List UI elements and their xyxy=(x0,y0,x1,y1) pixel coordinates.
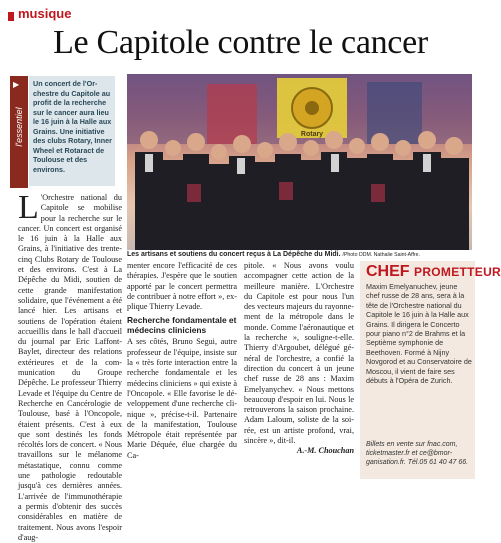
essentiel-label: l'essentiel xyxy=(14,107,24,147)
caption-credit: /Photo DDM. Nathalie Saint-Affre. xyxy=(342,252,420,258)
sidebar-title-2: PROMETTEUR xyxy=(414,265,501,279)
caption-text: Les artisans et soutiens du concert reçus à La Dépêche du Midi. xyxy=(127,251,341,258)
rubric-bar xyxy=(8,12,14,21)
sidebar-title xyxy=(366,263,501,281)
essentiel-tab xyxy=(10,76,28,188)
article-column-1 xyxy=(18,189,122,542)
lead-summary: Un concert de l'Orchestre du Capitole au profit de la recherche sur le cancer aura lieu le 16 juin à la Halle aux Grains. Une initiative des clubs Rotary, Inner Wheel et Rotaract de Toulouse et des environs. xyxy=(29,76,115,186)
section-subhead: Recherche fondamentale et médecins cliniciens xyxy=(127,315,237,336)
sidebar-title-1: CHEF xyxy=(366,263,410,280)
rubric-label: musique xyxy=(18,6,72,21)
sidebar-text: Maxim Emelyanuchev, jeune chef russe de 28 ans, sera à la tête de l'Orchestre national du Capitole le 16 juin à la Halle aux Grains. Il dirigera le Concerto pour piano n°2 de Brahms et la Septième symphonie de Beethoven. Formé à Nijny Novgorod et au Conservatoire de Moscou, il vient de faire ses débuts à l'Opéra de Zurich. xyxy=(366,282,472,386)
chevron-right-icon: ▶ xyxy=(13,80,20,89)
drop-cap: L xyxy=(18,189,39,226)
people-group xyxy=(135,131,469,250)
photo-banner-text: Rotary xyxy=(300,131,324,138)
rubric-musique xyxy=(8,6,128,21)
headline: Le Capitole contre le cancer xyxy=(53,24,428,61)
press-photo xyxy=(127,74,472,250)
col3-paragraph-1: pitole. « Nous avons voulu accompagner cette action de la meilleure manière. L'Orchestre du Capitole est pour nous l'un des vecteurs majeurs du rayonnement de la métropole dans le monde. Comme l'aéronautique et la recherche », souligne-t-elle. Thierry d'Argoubet, délégué général de l'orchestre, a confié la direction du concert à un jeune chef russe de 28 ans : Maxim Emelyanychev. « Nous mettons beaucoup d'espoir en lui. Nous le retrouverons la saison prochaine. Adam Laloum, soliste de la soirée, est un artiste profond, vrai, sincère », dit-il. xyxy=(244,261,354,446)
article-column-2 xyxy=(127,261,237,481)
sidebar-footer: Billets en vente sur fnac.com, ticketmaster.fr et ce@bmorganisation.fr. Tél.05 61 40 47 66. xyxy=(366,441,469,467)
col2-paragraph-2: A ses côtés, Bruno Segui, autre professeur de l'équipe, insiste sur la « très forte interaction entre la recherche fondamentale et les médecins cliniciens » qui existe à l'Oncopole. « Elle favorise le développement d'une recherche clinique », précise-t-il. Partenaire de la manifestation, Toulouse Métropole était représentée par Marie Déquée, élue chargée du Ca- xyxy=(127,337,237,460)
col2-paragraph-1: menter encore l'efficacité de ces thérapies. J'espère que le soutien apporté par le concert permettra de contribuer à notre effort », explique Thierry Levade. xyxy=(127,261,237,312)
photo-illustration xyxy=(127,74,472,250)
author-signature: A.-M. Chouchan xyxy=(296,446,354,456)
article-column-3 xyxy=(244,261,354,481)
col1-text: 'Orchestre national du Capitole se mobilise pour la recherche sur le cancer. Un concert est organisé le 16 juin à la Halle aux Grains, à l'initiative des trente-cinq Clubs Rotary de Toulouse et des environs. C'est à La Dépêche du Midi, soutien de cette grande manifestation solidaire, que l'événement a été lancé hier. Les artisans et soutiens de l'opération étaient accueillis dans le hall d'accueil du journal par Eric Laffont-Baylet, directeur des relations extérieures et de la communication du Groupe Dépêche. Le professeur Thierry Levade et l'équipe du Centre de Recherche en Cancérologie de Toulouse, basé à l'Oncopole, étaient présents. C'est à eux que sont destinés les fonds récoltés lors de concert. « Nous travaillons sur le mélanome métastatique, connu comme une pathologie redoutable jusqu'à ces dernières années. L'arrivée de l'immunothérapie a permis d'obtenir des succès considérables en matière de traitement. Nous avons l'espoir d'aug- xyxy=(18,193,122,542)
photo-caption xyxy=(127,250,479,260)
